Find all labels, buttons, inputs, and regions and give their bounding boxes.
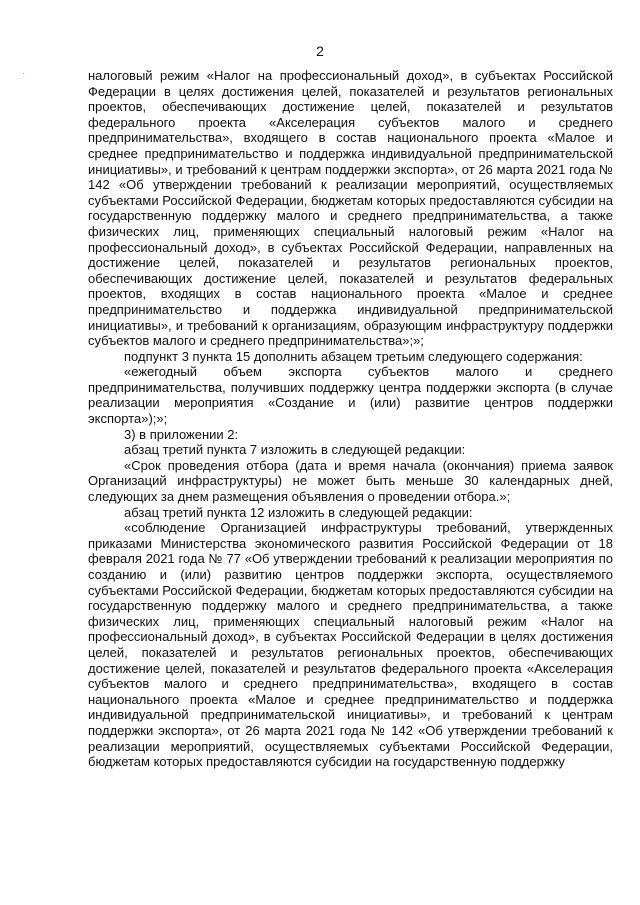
paragraph-point-7: абзац третий пункта 7 изложить в следующей редакции: bbox=[124, 442, 466, 458]
page-number: 2 bbox=[316, 43, 324, 59]
paragraph-compliance: «соблюдение Организацией инфраструктуры требований, утвержденных приказами Министерства экономического развития Российской Федерации от 18 февраля 2021 года № 77 «Об утверждении требований к реализации мероприятия по созданию и (или) развитию центров поддержки экспорта, осуществляемого субъектами Российской Федерации, бюджетам которых предоставляются субсидии на государственную поддержку малого и среднего предпринимательства, а также физических лиц, применяющих специальный налоговый режим «Налог на профессиональный доход», в субъектах Российской Федерации в целях достижения целей, показателей и результатов региональных проектов, обеспечивающих достижение целей, показателей и результатов федерального проекта «Акселерация субъектов малого и среднего предпринимательства», входящего в состав национального проекта «Малое и среднее предпринимательство и поддержка индивидуальной предпринимательской инициативы», и требований к центрам поддержки экспорта», от 26 марта 2021 года № 142 «Об утверждении требований к реализации мероприятий, осуществляемых субъектами Российской Федерации, бюджетам которых предоставляются субсидии на государственную поддержку bbox=[88, 520, 613, 770]
paragraph-point-12: абзац третий пункта 12 изложить в следующей редакции: bbox=[124, 504, 473, 520]
paragraph-appendix-2: 3) в приложении 2: bbox=[124, 426, 239, 442]
margin-mark: · bbox=[22, 68, 26, 79]
paragraph-selection-period: «Срок проведения отбора (дата и время начала (окончания) приема заявок Организаций инфраструктуры) не может быть меньше 30 календарных дней, следующих за днем размещения объявления о проведении отбора.»; bbox=[88, 457, 613, 505]
paragraph-continuation: налоговый режим «Налог на профессиональный доход», в субъектах Российской Федерации в целях достижения целей, показателей и результатов региональных проектов, обеспечивающих достижение целей, показателей и результатов федерального проекта «Акселерация субъектов малого и среднего предпринимательства», входящего в состав национального проекта «Малое и среднее предпринимательство и поддержка индивидуальной предпринимательской инициативы», и требований к центрам поддержки экспорта», от 26 марта 2021 года № 142 «Об утверждении требований к реализации мероприятий, осуществляемых субъектами Российской Федерации, бюджетам которых предоставляются субсидии на государственную поддержку малого и среднего предпринимательства, а также физических лиц, применяющих специальный налоговый режим «Налог на профессиональный доход», в субъектах Российской Федерации, направленных на достижение целей, показателей и результатов региональных проектов, обеспечивающих достижение целей, показателей и результатов федеральных проектов, входящих в состав национального проекта «Малое и среднее предпринимательство и поддержка индивидуальной предпринимательской инициативы», и требований к организациям, образующим инфраструктуру поддержки субъектов малого и среднего предпринимательства»;»; bbox=[88, 68, 613, 349]
paragraph-export-volume: «ежегодный объем экспорта субъектов малого и среднего предпринимательства, получивших поддержку центра поддержки экспорта (в случае реализации мероприятия «Создание и (или) развитие центров поддержки экспорта»);»; bbox=[88, 364, 613, 427]
document-body bbox=[88, 68, 613, 770]
paragraph-subpoint-3: подпункт 3 пункта 15 дополнить абзацем третьим следующего содержания: bbox=[124, 348, 583, 364]
